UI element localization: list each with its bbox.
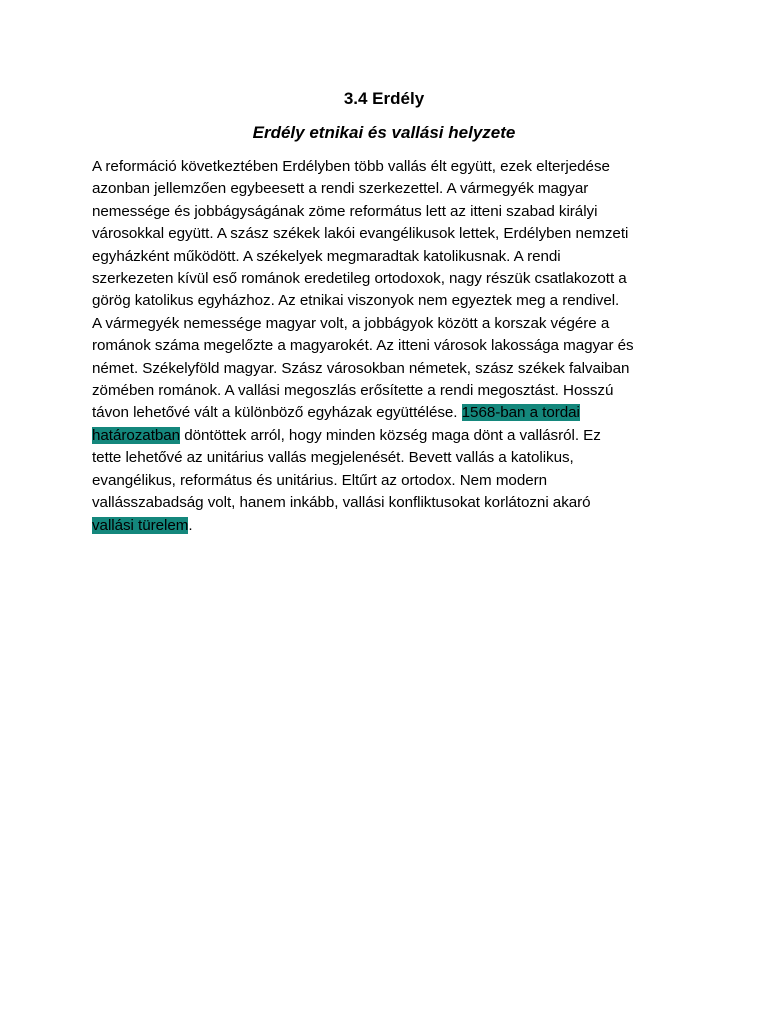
paragraph-line <box>92 402 692 424</box>
paragraph-line: egyházként működött. A székelyek megmaradtak katolikusnak. A rendi <box>92 247 561 265</box>
line-text: távon lehetővé vált a különböző egyházak együttélése. <box>92 404 462 422</box>
paragraph-line: evangélikus, református és unitárius. Eltűrt az ortodox. Nem modern <box>92 471 548 489</box>
paragraph-line: románok száma megelőzte a magyarokét. Az itteni városok lakossága magyar és <box>92 337 634 355</box>
paragraph-line <box>92 515 692 537</box>
paragraph-line: német. Székelyföld magyar. Szász városokban németek, szász székek falvaiban <box>92 359 630 377</box>
line-text: . <box>188 516 193 534</box>
body-paragraph <box>92 156 692 537</box>
highlighted-text: 1568-ban a tordai <box>461 404 580 422</box>
line-text: döntöttek arról, hogy minden község maga dönt a vallásról. Ez <box>180 426 601 444</box>
paragraph-line: tette lehetővé az unitárius vallás megjelenését. Bevett vallás a katolikus, <box>92 449 574 467</box>
paragraph-line: nemessége és jobbágyságának zöme református lett az itteni szabad királyi <box>92 202 598 220</box>
paragraph-line: városokkal együtt. A szász székek lakói evangélikusok lettek, Erdélyben nemzeti <box>92 225 629 243</box>
highlighted-text: határozatban <box>92 426 181 444</box>
paragraph-line: A reformáció következtében Erdélyben több vallás élt együtt, ezek elterjedése <box>92 158 610 175</box>
paragraph-line: zömében románok. A vallási megoszlás erősítette a rendi megosztást. Hosszú <box>92 382 614 400</box>
paragraph-line: A vármegyék nemessége magyar volt, a jobbágyok között a korszak végére a <box>92 314 610 332</box>
paragraph-line: szerkezeten kívül eső románok eredetileg ortodoxok, nagy részük csatlakozott a <box>92 270 627 288</box>
section-subheading: Erdély etnikai és vallási helyzete <box>252 123 516 142</box>
highlighted-text: vallási türelem <box>92 516 189 534</box>
paragraph-line: azonban jellemzően egybeesett a rendi szerkezettel. A vármegyék magyar <box>92 180 589 198</box>
paragraph-line: vallásszabadság volt, hanem inkább, vallási konfliktusokat korlátozni akaró <box>92 494 591 512</box>
paragraph-line: görög katolikus egyházhoz. Az etnikai viszonyok nem egyeztek meg a rendivel. <box>92 292 620 310</box>
section-heading: 3.4 Erdély <box>343 89 425 108</box>
paragraph-line <box>92 425 692 447</box>
